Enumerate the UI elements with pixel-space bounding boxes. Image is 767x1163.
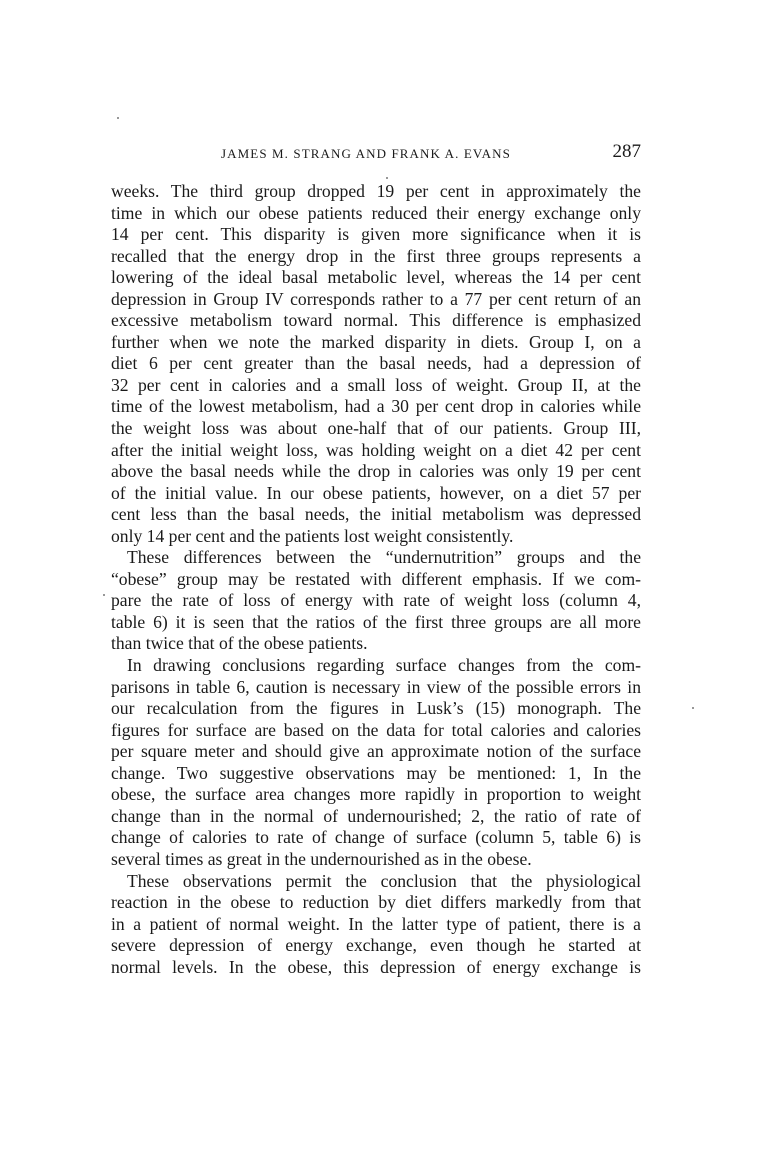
text-line: diet 6 per cent greater than the basal needs, had a depression of	[111, 353, 641, 374]
scan-speck	[386, 177, 388, 179]
text-line: These differences between the “undernutrition” groups and the	[127, 547, 641, 568]
scan-speck	[103, 594, 105, 596]
text-line: figures for surface are based on the data for total calories and calories	[111, 719, 641, 740]
paragraph	[111, 655, 641, 870]
text-line: our recalculation from the figures in Lusk’s (15) monograph. The	[111, 698, 641, 719]
text-line: cent less than the basal needs, the initial metabolism was depressed	[111, 504, 641, 525]
text-line: recalled that the energy drop in the first three groups represents a	[111, 245, 641, 266]
scan-speck	[117, 117, 119, 119]
text-line: change than in the normal of undernourished; 2, the ratio of rate of	[111, 805, 641, 826]
text-line: than twice that of the obese patients.	[111, 633, 368, 654]
text-line: time of the lowest metabolism, had a 30 per cent drop in calories while	[111, 396, 641, 417]
text-line: the weight loss was about one-half that of our patients. Group III,	[111, 418, 641, 439]
text-line: in a patient of normal weight. In the latter type of patient, there is a	[111, 913, 641, 934]
text-line: severe depression of energy exchange, even though he started at	[111, 935, 641, 956]
paragraph	[111, 181, 641, 547]
text-line: reaction in the obese to reduction by diet differs markedly from that	[111, 892, 641, 913]
text-line: parisons in table 6, caution is necessary in view of the possible errors in	[111, 676, 641, 697]
text-line: 32 per cent in calories and a small loss of weight. Group II, at the	[111, 374, 641, 395]
text-line: excessive metabolism toward normal. This difference is emphasized	[111, 310, 641, 331]
text-line: obese, the surface area changes more rapidly in proportion to weight	[111, 784, 641, 805]
text-line: several times as great in the undernourished as in the obese.	[111, 848, 532, 869]
paragraph	[111, 871, 641, 979]
text-line: of the initial value. In our obese patients, however, on a diet 57 per	[111, 482, 641, 503]
paragraph	[111, 547, 641, 655]
text-line: further when we note the marked disparity in diets. Group I, on a	[111, 331, 641, 352]
text-line: lowering of the ideal basal metabolic level, whereas the 14 per cent	[111, 267, 641, 288]
text-line: table 6) it is seen that the ratios of the first three groups are all more	[111, 611, 641, 632]
text-line: normal levels. In the obese, this depression of energy exchange is	[111, 956, 641, 977]
text-line: after the initial weight loss, was holding weight on a diet 42 per cent	[111, 439, 641, 460]
running-head: JAMES M. STRANG AND FRANK A. EVANS	[221, 146, 511, 161]
body-text	[111, 181, 641, 978]
text-line: depression in Group IV corresponds rather to a 77 per cent return of an	[111, 288, 641, 309]
text-line: pare the rate of loss of energy with rate of weight loss (column 4,	[111, 590, 641, 611]
text-line: above the basal needs while the drop in calories was only 19 per cent	[111, 461, 641, 482]
page-header	[111, 141, 641, 165]
text-line: In drawing conclusions regarding surface changes from the com-	[127, 655, 641, 676]
text-line: time in which our obese patients reduced their energy exchange only	[111, 202, 641, 223]
text-line: per square meter and should give an approximate notion of the surface	[111, 741, 641, 762]
text-line: 14 per cent. This disparity is given more significance when it is	[111, 224, 641, 245]
text-line: change of calories to rate of change of surface (column 5, table 6) is	[111, 827, 641, 848]
text-line: These observations permit the conclusion that the physiological	[127, 870, 641, 891]
page-number: 287	[612, 141, 641, 162]
scan-speck	[692, 707, 694, 709]
text-line: weeks. The third group dropped 19 per cent in approximately the	[111, 181, 641, 201]
text-line: only 14 per cent and the patients lost weight consistently.	[111, 525, 514, 546]
text-line: “obese” group may be restated with different emphasis. If we com-	[111, 568, 641, 589]
text-line: change. Two suggestive observations may be mentioned: 1, In the	[111, 762, 641, 783]
